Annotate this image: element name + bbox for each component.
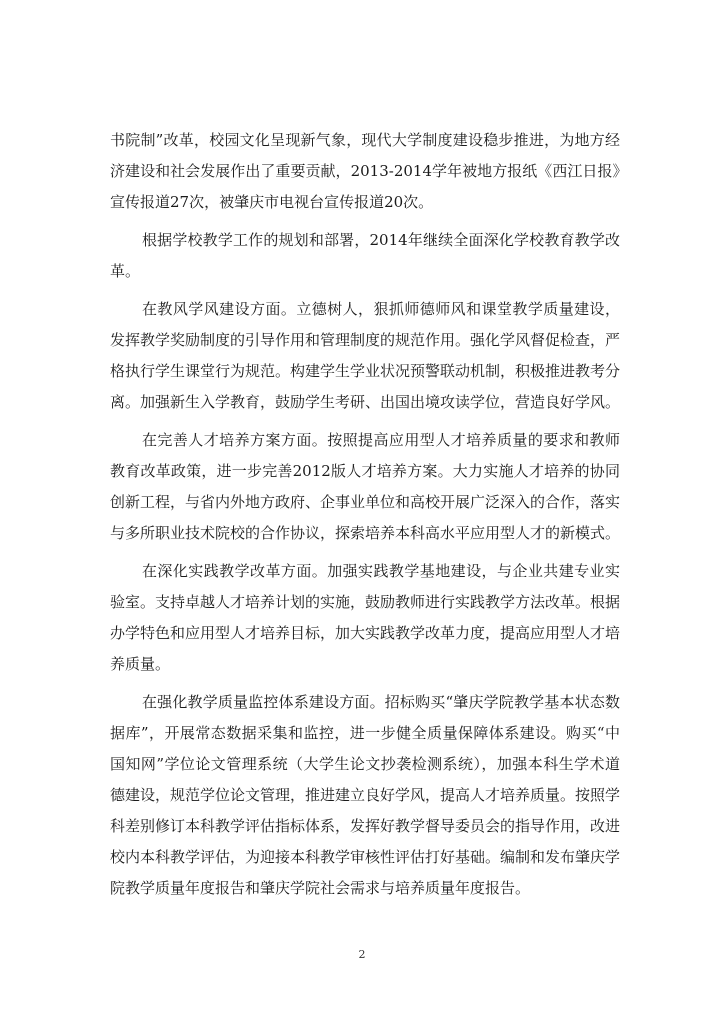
paragraph-continuation: 书院制”改革，校园文化呈现新气象，现代大学制度建设稳步推进，为地方经济建设和社会发展作出了重要贡献，2013-2014学年被地方报纸《西江日报》宣传报道27次，被肇庆市电视台宣传报道20次。 [110,131,620,211]
document-body [110,125,620,911]
paragraph-training-plan: 在完善人才培养方案方面。按照提高应用型人才培养质量的要求和教师教育改革政策，进一步完善2012版人才培养方案。大力实施人才培养的协同创新工程，与省内外地方政府、企事业单位和高校开展广泛深入的合作，落实与多所职业技术院校的合作协议，探索培养本科高水平应用型人才的新模式。 [110,431,621,542]
paragraph-quality-monitoring: 在强化教学质量监控体系建设方面。招标购买“肇庆学院教学基本状态数据库”，开展常态数据采集和监控，进一步健全质量保障体系建设。购买“中国知网”学位论文管理系统（大学生论文抄袭检测系统），加强本科生学术道德建设，规范学位论文管理，推进建立良好学风，提高人才培养质量。按照学科差别修订本科教学评估指标体系，发挥好教学督导委员会的指导作用，改进校内本科教学评估，为迎接本科教学审核性评估打好基础。编制和发布肇庆学院教学质量年度报告和肇庆学院社会需求与培养质量年度报告。 [110,693,621,897]
page-number: 2 [358,948,366,961]
paragraph-practice-teaching: 在深化实践教学改革方面。加强实践教学基地建设，与企业共建专业实验室。支持卓越人才培养计划的实施，鼓励教师进行实践教学方法改革。根据办学特色和应用型人才培养目标，加大实践教学改革力度，提高应用型人才培养质量。 [110,562,621,673]
paragraph-teaching-style: 在教风学风建设方面。立德树人，狠抓师德师风和课堂教学质量建设，发挥教学奖励制度的引导作用和管理制度的规范作用。强化学风督促检查，严格执行学生课堂行为规范。构建学生学业状况预警联动机制，积极推进教考分离。加强新生入学教育，鼓励学生考研、出国出境攻读学位，营造良好学风。 [110,300,621,411]
paragraph-2014-reform: 根据学校教学工作的规划和部署，2014年继续全面深化学校教育教学改革。 [110,231,620,280]
